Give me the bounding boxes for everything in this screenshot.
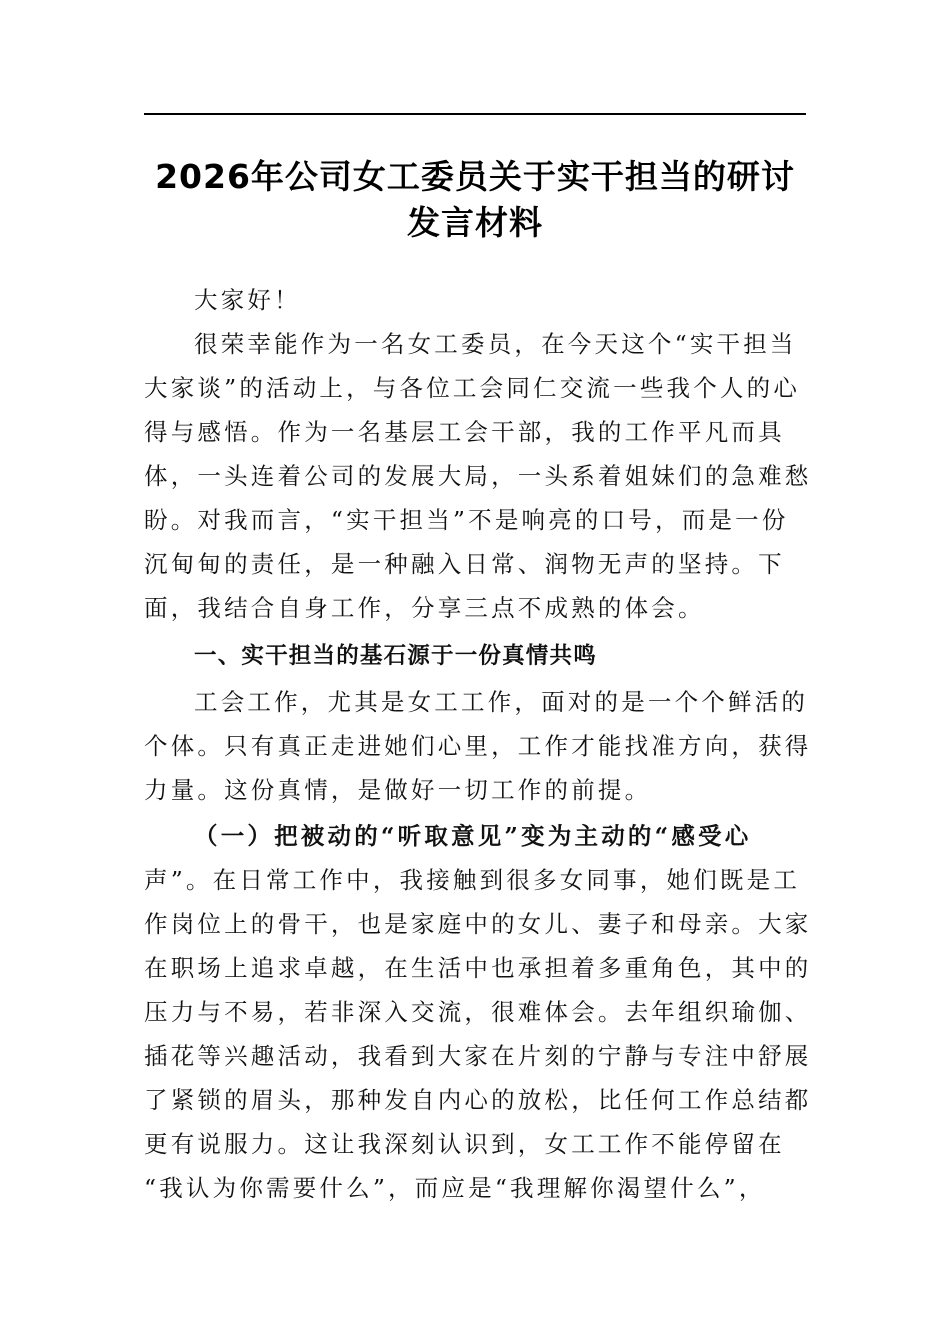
body-line: 沉甸甸的责任，是一种融入日常、润物无声的坚持。下 bbox=[144, 550, 785, 578]
greeting: 大家好！ bbox=[194, 286, 301, 314]
body-line: 体，一头连着公司的发展大局，一头系着姐妹们的急难愁 bbox=[144, 462, 812, 490]
subheading-1: （一）把被动的“听取意见”变为主动的“感受心 bbox=[194, 822, 752, 850]
header-rule bbox=[144, 113, 806, 115]
body-line: 更有说服力。这让我深刻认识到，女工工作不能停留在 bbox=[144, 1130, 785, 1158]
body-line: 插花等兴趣活动，我看到大家在片刻的宁静与专注中舒展 bbox=[144, 1042, 812, 1070]
body-line: 压力与不易，若非深入交流，很难体会。去年组织瑜伽、 bbox=[144, 998, 812, 1026]
body-line: 工会工作，尤其是女工工作，面对的是一个个鲜活的 bbox=[194, 688, 809, 716]
body-line: 很荣幸能作为一名女工委员，在今天这个“实干担当 bbox=[194, 330, 797, 358]
body-line: 面，我结合自身工作，分享三点不成熟的体会。 bbox=[144, 594, 705, 622]
document-title-line-1: 2026年公司女工委员关于实干担当的研讨 bbox=[155, 157, 795, 196]
body-line: 在职场上追求卓越，在生活中也承担着多重角色，其中的 bbox=[144, 954, 812, 982]
body-line: 得与感悟。作为一名基层工会干部，我的工作平凡而具 bbox=[144, 418, 785, 446]
document-title-line-2: 发言材料 bbox=[407, 203, 543, 242]
body-line: 个体。只有真正走进她们心里，工作才能找准方向，获得 bbox=[144, 732, 812, 760]
section-heading-1: 一、实干担当的基石源于一份真情共鸣 bbox=[194, 643, 597, 669]
body-line: 了紧锁的眉头，那种发自内心的放松，比任何工作总结都 bbox=[144, 1086, 812, 1114]
body-line: 声”。在日常工作中，我接触到很多女同事，她们既是工 bbox=[144, 866, 801, 894]
body-line: “我认为你需要什么”，而应是“我理解你渴望什么”， bbox=[144, 1174, 766, 1202]
body-line: 力量。这份真情，是做好一切工作的前提。 bbox=[144, 776, 652, 804]
body-line: 大家谈”的活动上，与各位工会同仁交流一些我个人的心 bbox=[144, 374, 801, 402]
body-line: 作岗位上的骨干，也是家庭中的女儿、妻子和母亲。大家 bbox=[144, 910, 812, 938]
body-line: 盼。对我而言，“实干担当”不是响亮的口号，而是一份 bbox=[144, 506, 789, 534]
